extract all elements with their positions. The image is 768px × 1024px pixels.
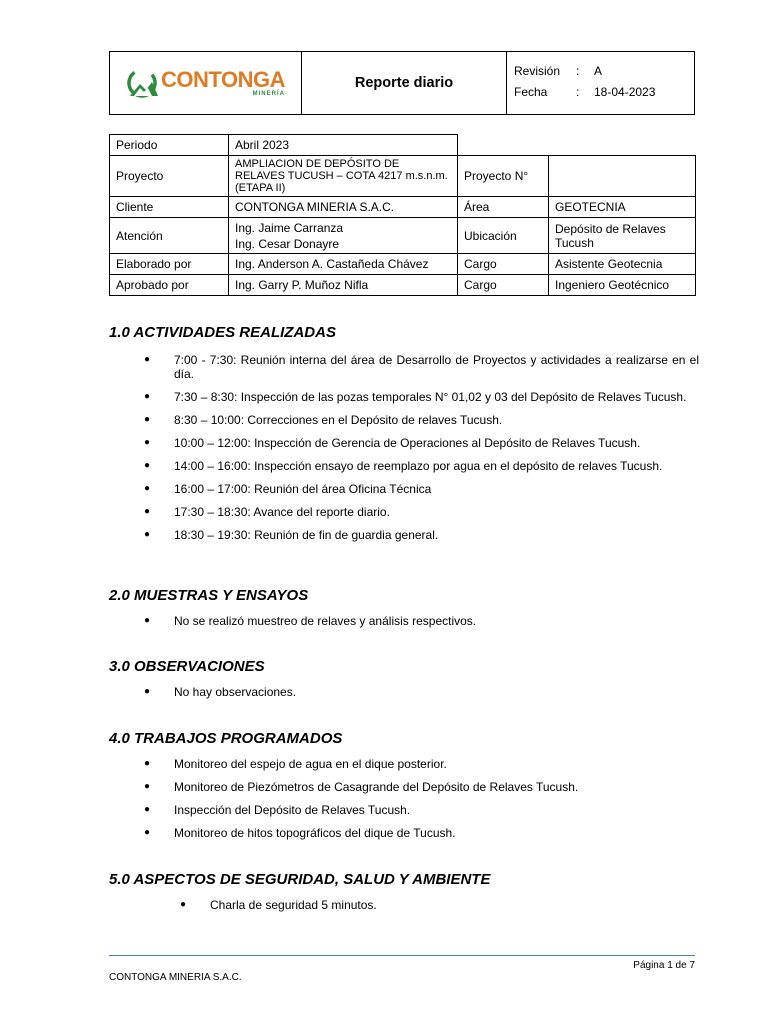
company-logo <box>126 68 285 98</box>
section-title: 2.0 MUESTRAS Y ENSAYOS <box>109 587 309 604</box>
list-item: ● 7:00 - 7:30: Reunión interna del área de Desarrollo de Proyectos y actividades a realizarse en el día. <box>144 353 699 381</box>
elaborado-value: Ing. Anderson A. Castañeda Chávez <box>229 254 458 275</box>
table-row <box>110 254 696 275</box>
atencion-value <box>229 218 458 254</box>
footer-company: CONTONGA MINERIA S.A.C. <box>109 972 242 983</box>
list-item: ● 17:30 – 18:30: Avance del reporte diario. <box>144 505 390 519</box>
info-table <box>109 134 696 296</box>
section-actividades <box>109 324 699 551</box>
bullet-icon: ● <box>144 827 151 838</box>
elaborado-label: Elaborado por <box>110 254 229 275</box>
table-row <box>110 197 696 218</box>
table-row <box>110 218 696 254</box>
fecha-label: Fecha <box>514 84 548 99</box>
periodo-label: Periodo <box>110 135 229 156</box>
section-title: 1.0 ACTIVIDADES REALIZADAS <box>109 324 336 341</box>
bullet-icon: ● <box>144 391 151 402</box>
cargo-label: Cargo <box>458 254 549 275</box>
proyecto-label: Proyecto <box>110 156 229 197</box>
bullet-icon: ● <box>144 460 151 471</box>
bullet-list <box>109 353 699 542</box>
revision-cell <box>507 52 694 114</box>
cargo-value: Asistente Geotecnia <box>549 254 696 275</box>
ubicacion-label: Ubicación <box>458 218 549 254</box>
bullet-icon: ● <box>144 354 151 365</box>
bullet-icon: ● <box>144 529 151 540</box>
bullet-list <box>109 685 699 699</box>
bullet-icon: ● <box>144 758 151 769</box>
section-title: 5.0 ASPECTOS DE SEGURIDAD, SALUD Y AMBIENTE <box>109 871 491 888</box>
bullet-list <box>109 898 699 912</box>
bullet-icon: ● <box>144 437 151 448</box>
section-title: 3.0 OBSERVACIONES <box>109 658 265 675</box>
revision-label: Revisión <box>514 63 561 78</box>
atencion-person-1: Ing. Jaime Carranza <box>235 220 344 235</box>
page-number: Página 1 de 7 <box>633 960 695 971</box>
fecha-row <box>514 81 694 102</box>
mountain-logo-icon <box>126 68 160 98</box>
aprobado-value: Ing. Garry P. Muñoz Nifla <box>229 275 458 296</box>
bullet-icon: ● <box>144 781 151 792</box>
list-item: ● 18:30 – 19:30: Reunión de fin de guardia general. <box>144 528 439 542</box>
cargo-value: Ingeniero Geotécnico <box>549 275 696 296</box>
list-item: ● Monitoreo de hitos topográficos del dique de Tucush. <box>144 826 456 840</box>
list-item: ● 10:00 – 12:00: Inspección de Gerencia de Operaciones al Depósito de Relaves Tucush. <box>144 436 641 450</box>
cargo-label: Cargo <box>458 275 549 296</box>
report-title: Reporte diario <box>302 52 507 114</box>
cliente-value: CONTONGA MINERIA S.A.C. <box>229 197 458 218</box>
list-item: ● 8:30 – 10:00: Correcciones en el Depósito de relaves Tucush. <box>144 413 503 427</box>
bullet-icon: ● <box>180 899 187 910</box>
revision-colon: : <box>576 63 580 78</box>
fecha-value: 18-04-2023 <box>594 84 656 99</box>
blank-cell <box>458 135 696 156</box>
list-item: ● Monitoreo del espejo de agua en el dique posterior. <box>144 757 447 771</box>
bullet-icon: ● <box>144 506 151 517</box>
list-item: ● Inspección del Depósito de Relaves Tucush. <box>144 803 411 817</box>
bullet-list <box>109 757 699 840</box>
bullet-icon: ● <box>144 483 151 494</box>
area-label: Área <box>458 197 549 218</box>
table-row <box>110 135 696 156</box>
logo-subtext: MINERÍA <box>252 90 285 97</box>
aprobado-label: Aprobado por <box>110 275 229 296</box>
area-value: GEOTECNIA <box>549 197 696 218</box>
atencion-person-2: Ing. Cesar Donayre <box>235 236 340 251</box>
footer-divider <box>109 955 695 956</box>
revision-value: A <box>594 63 603 78</box>
proyecto-n-value <box>549 156 696 197</box>
section-muestras <box>109 587 699 637</box>
section-observaciones <box>109 658 699 708</box>
atencion-label: Atención <box>110 218 229 254</box>
proyecto-n-label: Proyecto N° <box>458 156 549 197</box>
revision-row <box>514 60 694 81</box>
document-header <box>109 51 695 115</box>
list-item: ● 14:00 – 16:00: Inspección ensayo de reemplazo por agua en el depósito de relaves Tucush. <box>144 459 663 473</box>
list-item: ● Monitoreo de Piezómetros de Casagrande del Depósito de Relaves Tucush. <box>144 780 579 794</box>
section-trabajos <box>109 730 699 849</box>
list-item: ● Charla de seguridad 5 minutos. <box>180 898 377 912</box>
ubicacion-value: Depósito de Relaves Tucush <box>549 218 696 254</box>
logo-text: CONTONGA <box>161 66 285 92</box>
list-item: ● No hay observaciones. <box>144 685 297 699</box>
section-seguridad <box>109 871 699 921</box>
list-item: ● No se realizó muestreo de relaves y análisis respectivos. <box>144 614 477 628</box>
list-item: ● 7:30 – 8:30: Inspección de las pozas temporales N° 01,02 y 03 del Depósito de Relaves Tucush. <box>144 390 687 404</box>
table-row <box>110 275 696 296</box>
periodo-value: Abril 2023 <box>229 135 458 156</box>
fecha-colon: : <box>576 84 580 99</box>
section-title: 4.0 TRABAJOS PROGRAMADOS <box>109 730 343 747</box>
bullet-icon: ● <box>144 414 151 425</box>
list-item: ● 16:00 – 17:00: Reunión del área Oficina Técnica <box>144 482 432 496</box>
cliente-label: Cliente <box>110 197 229 218</box>
bullet-list <box>109 614 699 628</box>
table-row <box>110 156 696 197</box>
bullet-icon: ● <box>144 804 151 815</box>
bullet-icon: ● <box>144 686 151 697</box>
logo-cell <box>110 52 302 114</box>
proyecto-value: AMPLIACION DE DEPÓSITO DE RELAVES TUCUSH – COTA 4217 m.s.n.m. (ETAPA II) <box>229 156 458 197</box>
bullet-icon: ● <box>144 615 151 626</box>
